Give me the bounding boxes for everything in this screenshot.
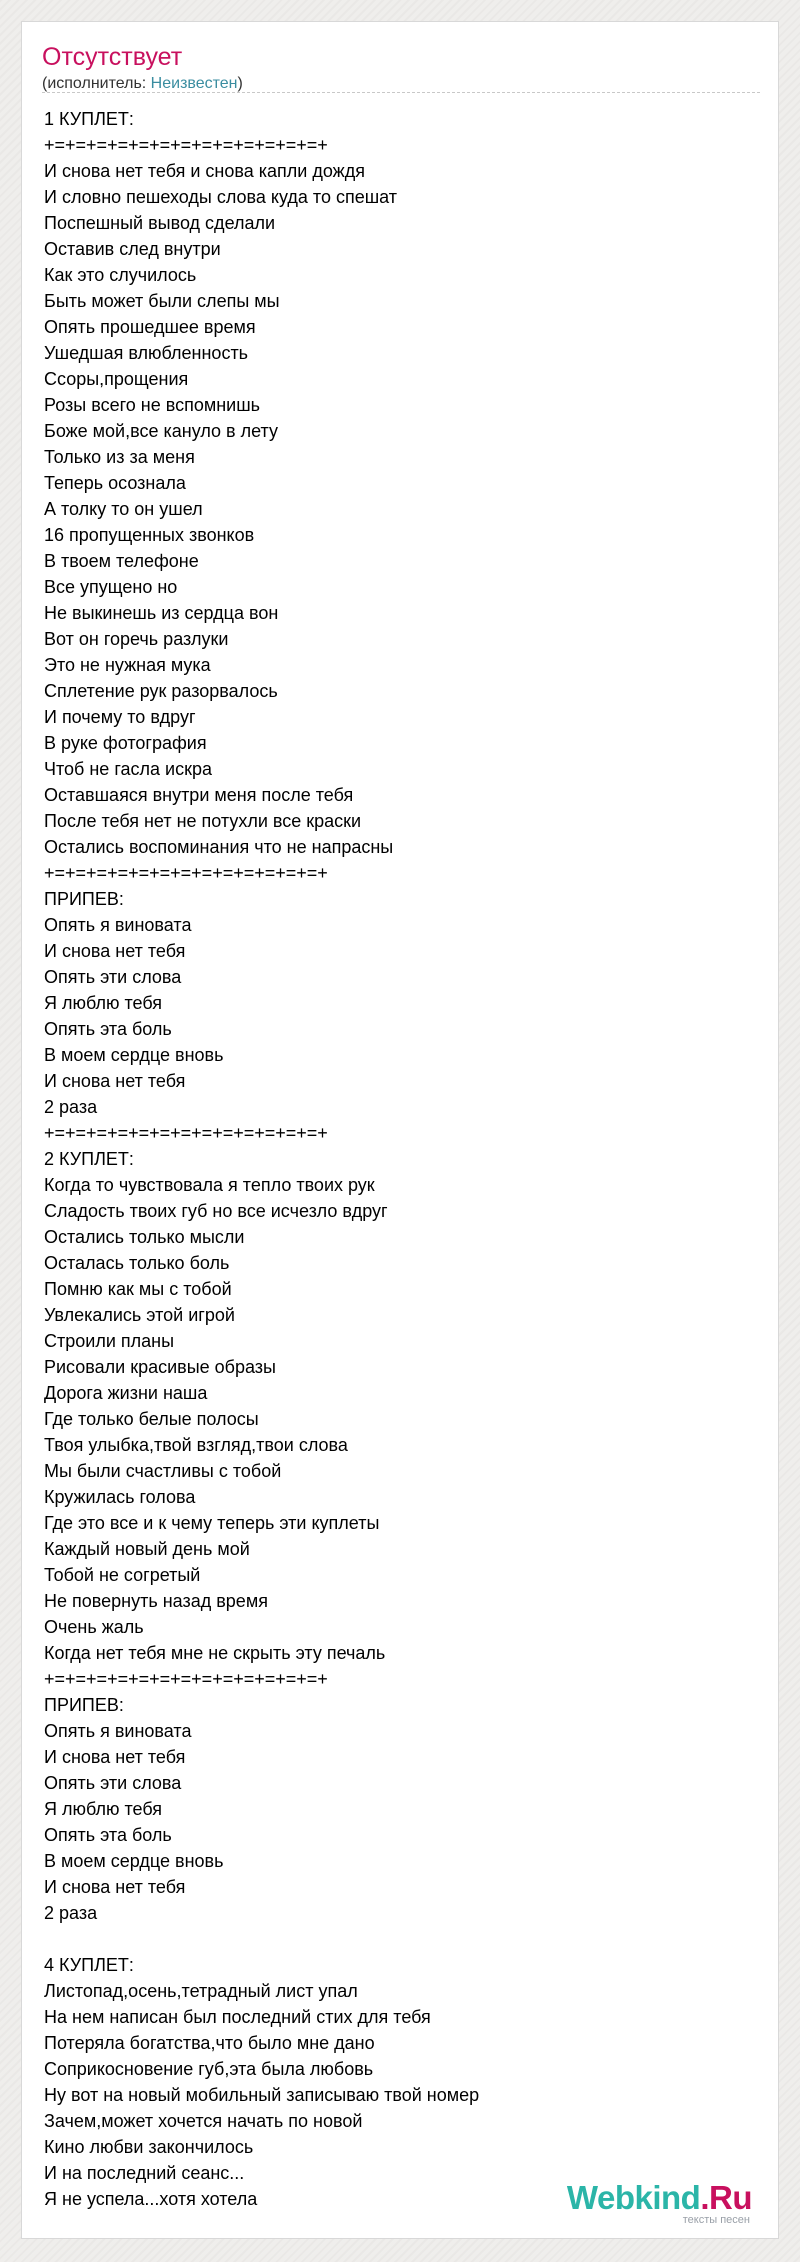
lyric-line: В руке фотография	[44, 733, 207, 753]
lyric-line: Как это случилось	[44, 265, 197, 285]
lyric-line: Ссоры,прощения	[44, 369, 189, 389]
artist-link[interactable]: Неизвестен	[150, 75, 238, 92]
lyric-line: Я люблю тебя	[44, 1799, 163, 1819]
lyric-line: Где только белые полосы	[44, 1409, 259, 1429]
lyric-line: Опять эти слова	[44, 967, 182, 987]
lyric-line: Каждый новый день мой	[44, 1539, 250, 1559]
lyric-line: И снова нет тебя	[44, 1071, 186, 1091]
lyric-line: В моем сердце вновь	[44, 1851, 224, 1871]
lyric-line: 4 КУПЛЕТ:	[44, 1955, 134, 1975]
song-title: Отсутствует	[42, 43, 183, 71]
lyric-line: Розы всего не вспомнишь	[44, 395, 261, 415]
lyric-line: Ну вот на новый мобильный записываю твой номер	[44, 2085, 480, 2105]
lyric-line: Поспешный вывод сделали	[44, 213, 276, 233]
lyric-line: Дорога жизни наша	[44, 1383, 208, 1403]
lyric-line: Когда то чувствовала я тепло твоих рук	[44, 1175, 375, 1195]
lyric-line: Помню как мы с тобой	[44, 1279, 232, 1299]
lyric-line: И снова нет тебя и снова капли дождя	[44, 161, 365, 181]
lyric-line: Увлекались этой игрой	[44, 1305, 235, 1325]
logo-tagline: тексты песен	[682, 2214, 750, 2226]
lyric-line: +=+=+=+=+=+=+=+=+=+=+=+=+=+	[44, 863, 328, 883]
lyric-line: Чтоб не гасла искра	[44, 759, 212, 779]
lyric-line: Тобой не согретый	[44, 1565, 201, 1585]
lyric-line: Опять эта боль	[44, 1825, 172, 1845]
lyric-line: 2 раза	[44, 1903, 98, 1923]
lyric-line: Опять я виновата	[44, 1721, 192, 1741]
lyrics-card	[21, 21, 779, 2239]
lyric-line: Осталась только боль	[44, 1253, 230, 1273]
lyric-line: +=+=+=+=+=+=+=+=+=+=+=+=+=+	[44, 1669, 328, 1689]
logo-tld: .Ru	[700, 2179, 752, 2216]
lyric-line: Не повернуть назад время	[44, 1591, 268, 1611]
header-separator	[42, 92, 760, 93]
lyric-line: Сплетение рук разорвалось	[44, 681, 278, 701]
lyric-line: В моем сердце вновь	[44, 1045, 224, 1065]
lyric-line: В твоем телефоне	[44, 551, 199, 571]
lyric-line: Потеряла богатства,что было мне дано	[44, 2033, 375, 2053]
lyric-line: Все упущено но	[44, 577, 178, 597]
lyric-line: 2 КУПЛЕТ:	[44, 1149, 134, 1169]
lyric-line: Быть может были слепы мы	[44, 291, 280, 311]
lyric-line: И снова нет тебя	[44, 1877, 186, 1897]
lyric-line: ПРИПЕВ:	[44, 1695, 124, 1715]
lyric-line: А толку то он ушел	[44, 499, 203, 519]
lyric-line: Мы были счастливы с тобой	[44, 1461, 282, 1481]
lyric-line: Кружилась голова	[44, 1487, 196, 1507]
lyric-line: +=+=+=+=+=+=+=+=+=+=+=+=+=+	[44, 1123, 328, 1143]
lyric-line: И снова нет тебя	[44, 941, 186, 961]
lyric-line: 2 раза	[44, 1097, 98, 1117]
lyric-line: +=+=+=+=+=+=+=+=+=+=+=+=+=+	[44, 135, 328, 155]
lyric-line: Твоя улыбка,твой взгляд,твои слова	[44, 1435, 348, 1455]
lyric-line: Кино любви закончилось	[44, 2137, 254, 2157]
lyric-line: Вот он горечь разлуки	[44, 629, 229, 649]
lyric-line: Когда нет тебя мне не скрыть эту печаль	[44, 1643, 386, 1663]
lyric-line: Я люблю тебя	[44, 993, 163, 1013]
lyric-line: Где это все и к чему теперь эти куплеты	[44, 1513, 380, 1533]
lyric-line: Остались воспоминания что не напрасны	[44, 837, 394, 857]
lyric-line: 1 КУПЛЕТ:	[44, 109, 134, 129]
lyric-line: Не выкинешь из сердца вон	[44, 603, 279, 623]
lyric-line: Оставшаяся внутри меня после тебя	[44, 785, 354, 805]
lyric-line: Сладость твоих губ но все исчезло вдруг	[44, 1201, 388, 1221]
lyric-line: Рисовали красивые образы	[44, 1357, 276, 1377]
lyric-line: Оставив след внутри	[44, 239, 221, 259]
lyric-line: Я не успела...хотя хотела	[44, 2189, 258, 2209]
lyric-line: Соприкосновение губ,эта была любовь	[44, 2059, 374, 2079]
lyrics-text	[44, 106, 760, 2212]
lyric-line: 16 пропущенных звонков	[44, 525, 255, 545]
lyric-line: Только из за меня	[44, 447, 195, 467]
lyric-line: Остались только мысли	[44, 1227, 245, 1247]
lyric-line: ПРИПЕВ:	[44, 889, 124, 909]
lyric-line: На нем написан был последний стих для тебя	[44, 2007, 431, 2027]
lyric-line: И почему то вдруг	[44, 707, 196, 727]
artist-prefix: (исполнитель:	[42, 75, 151, 92]
lyric-line: Листопад,осень,тетрадный лист упал	[44, 1981, 358, 2001]
lyric-line: Опять эта боль	[44, 1019, 172, 1039]
lyric-line: После тебя нет не потухли все краски	[44, 811, 362, 831]
artist-suffix: )	[237, 75, 243, 92]
lyric-line: Ушедшая влюбленность	[44, 343, 249, 363]
lyric-line	[44, 1926, 760, 1952]
lyric-line: Опять эти слова	[44, 1773, 182, 1793]
lyric-line: Теперь осознала	[44, 473, 186, 493]
logo-name: Webkind	[566, 2179, 701, 2216]
lyric-line: Зачем,может хочется начать по новой	[44, 2111, 363, 2131]
lyric-line: И снова нет тебя	[44, 1747, 186, 1767]
lyric-line: Опять прошедшее время	[44, 317, 256, 337]
lyric-line: Это не нужная мука	[44, 655, 211, 675]
lyric-line: Очень жаль	[44, 1617, 144, 1637]
lyric-line: Строили планы	[44, 1331, 175, 1351]
lyric-line: И на последний сеанс...	[44, 2163, 245, 2183]
lyric-line: И словно пешеходы слова куда то спешат	[44, 187, 398, 207]
lyric-line: Опять я виновата	[44, 915, 192, 935]
lyric-line: Боже мой,все кануло в лету	[44, 421, 278, 441]
site-logo[interactable]	[567, 2180, 752, 2226]
